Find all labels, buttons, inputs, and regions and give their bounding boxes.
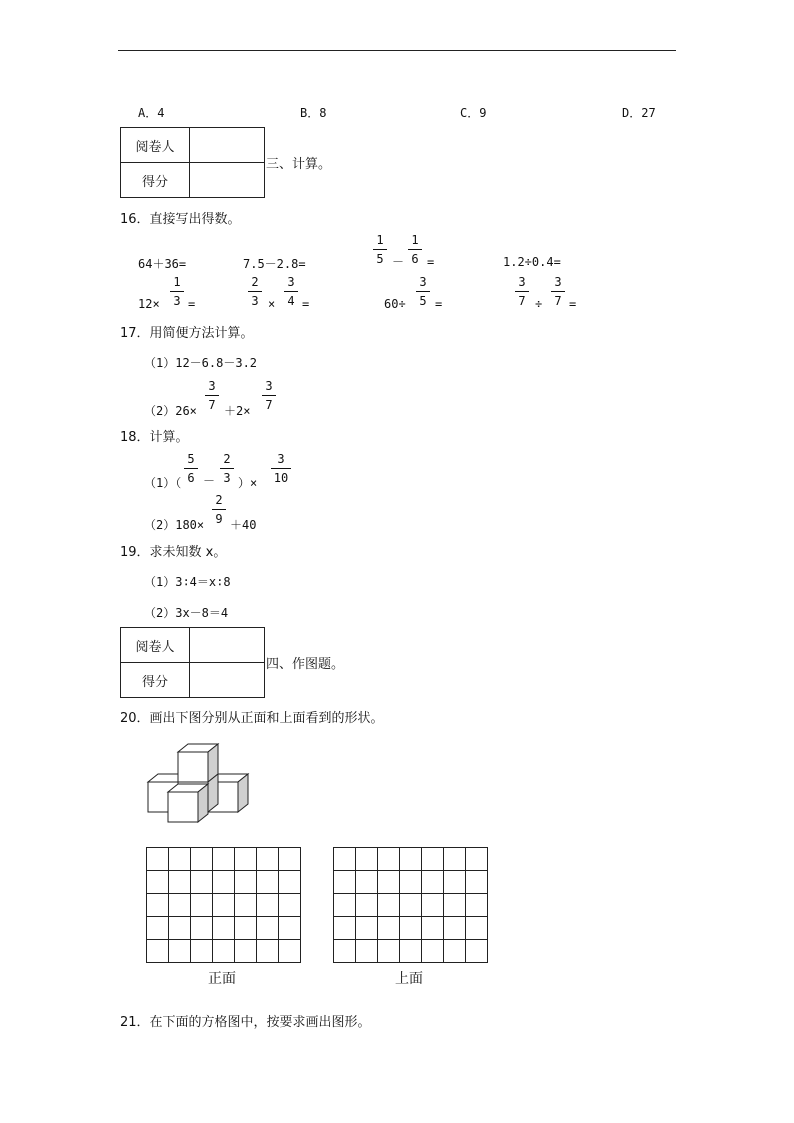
grid-cell[interactable] xyxy=(213,917,235,940)
q16-f-frac2: 3 4 xyxy=(284,275,298,308)
grid-cell[interactable] xyxy=(279,940,301,963)
grid-cell[interactable] xyxy=(147,894,169,917)
grid-cell[interactable] xyxy=(422,940,444,963)
q18-part1-frac2: 2 3 xyxy=(220,452,234,485)
q18-part1-pre: （1）（ xyxy=(144,476,182,490)
grid-cell[interactable] xyxy=(356,848,378,871)
q19-part2: （2）3x－8＝4 xyxy=(144,606,229,620)
q17-part2-frac1: 3 7 xyxy=(205,379,219,412)
grid-cell[interactable] xyxy=(235,940,257,963)
q18-part2-frac: 2 9 xyxy=(212,493,226,526)
reviewer-label: 阅卷人 xyxy=(121,628,190,663)
grid-cell[interactable] xyxy=(169,940,191,963)
grid-cell[interactable] xyxy=(279,848,301,871)
option-b: B．8 xyxy=(300,106,327,120)
grid-cell[interactable] xyxy=(400,871,422,894)
grid-cell[interactable] xyxy=(444,940,466,963)
q17-title: 17．用简便方法计算。 xyxy=(120,326,254,341)
q17-part2-mid: ＋2× xyxy=(224,404,251,418)
grid-top-label: 上面 xyxy=(395,971,423,987)
q16-h-frac2: 3 7 xyxy=(551,275,565,308)
q16-h-frac1: 3 7 xyxy=(515,275,529,308)
q18-part1-post: ）× xyxy=(238,476,258,490)
cube-front xyxy=(168,792,198,822)
grid-cell[interactable] xyxy=(334,871,356,894)
option-d: D．27 xyxy=(622,106,656,120)
header-rule xyxy=(118,50,676,51)
grid-cell[interactable] xyxy=(257,871,279,894)
option-c: C．9 xyxy=(460,106,487,120)
grid-cell[interactable] xyxy=(356,940,378,963)
grid-cell[interactable] xyxy=(466,940,488,963)
score-label: 得分 xyxy=(121,163,190,198)
grid-cell[interactable] xyxy=(169,917,191,940)
grid-cell[interactable] xyxy=(213,871,235,894)
q16-title: 16．直接写出得数。 xyxy=(120,212,241,227)
q16-c-frac2: 1 6 xyxy=(408,233,422,266)
grid-cell[interactable] xyxy=(169,894,191,917)
grid-cell[interactable] xyxy=(191,894,213,917)
q18-title: 18．计算。 xyxy=(120,430,189,445)
grid-cell[interactable] xyxy=(257,894,279,917)
grid-cell[interactable] xyxy=(422,917,444,940)
grid-cell[interactable] xyxy=(444,848,466,871)
grid-cell[interactable] xyxy=(213,894,235,917)
grid-cell[interactable] xyxy=(169,871,191,894)
option-a: A．4 xyxy=(138,106,165,120)
grid-cell[interactable] xyxy=(444,871,466,894)
grid-cell[interactable] xyxy=(191,940,213,963)
grid-cell[interactable] xyxy=(400,894,422,917)
grid-cell[interactable] xyxy=(422,848,444,871)
score-cell xyxy=(190,663,265,698)
grid-cell[interactable] xyxy=(257,848,279,871)
grid-cell[interactable] xyxy=(191,917,213,940)
grid-cell[interactable] xyxy=(235,871,257,894)
grid-cell[interactable] xyxy=(279,917,301,940)
q18-part2-post: ＋40 xyxy=(230,518,257,532)
q18-part1-frac1: 5 6 xyxy=(184,452,198,485)
section-4-title: 四、作图题。 xyxy=(266,657,345,672)
q19-part1: （1）3∶4＝x∶8 xyxy=(144,575,231,589)
q16-e-frac: 1 3 xyxy=(170,275,184,308)
grid-cell[interactable] xyxy=(400,917,422,940)
grid-cell[interactable] xyxy=(334,848,356,871)
score-label: 得分 xyxy=(121,663,190,698)
q16-c-eq: = xyxy=(427,255,435,269)
q17-part1: （1）12－6.8－3.2 xyxy=(144,356,258,370)
q17-part2-pre: （2）26× xyxy=(144,404,197,418)
grid-cell[interactable] xyxy=(191,871,213,894)
q19-title: 19．求未知数 x。 xyxy=(120,545,227,560)
grid-cell[interactable] xyxy=(191,848,213,871)
grid-cell[interactable] xyxy=(147,871,169,894)
grid-cell[interactable] xyxy=(235,917,257,940)
grid-top[interactable] xyxy=(333,847,488,963)
grid-cell[interactable] xyxy=(213,848,235,871)
q16-e-pre: 12× xyxy=(138,297,160,311)
q16-f-op: × xyxy=(268,297,276,311)
grid-cell[interactable] xyxy=(334,917,356,940)
grid-cell[interactable] xyxy=(334,940,356,963)
grid-cell[interactable] xyxy=(378,894,400,917)
q16-c-frac1: 1 5 xyxy=(373,233,387,266)
q16-e-eq: = xyxy=(188,297,196,311)
grid-cell[interactable] xyxy=(422,894,444,917)
q16-g-eq: = xyxy=(435,297,443,311)
grid-cell[interactable] xyxy=(279,871,301,894)
grid-cell[interactable] xyxy=(466,871,488,894)
score-table-2 xyxy=(120,627,265,698)
section-3-title: 三、计算。 xyxy=(266,157,332,172)
q18-part1-frac3: 3 10 xyxy=(271,452,291,485)
q16-g-frac: 3 5 xyxy=(416,275,430,308)
grid-cell[interactable] xyxy=(147,917,169,940)
grid-cell[interactable] xyxy=(466,894,488,917)
grid-cell[interactable] xyxy=(444,917,466,940)
grid-cell[interactable] xyxy=(235,848,257,871)
grid-cell[interactable] xyxy=(378,940,400,963)
grid-cell[interactable] xyxy=(378,917,400,940)
q18-part1-op: － xyxy=(203,474,216,488)
grid-cell[interactable] xyxy=(213,940,235,963)
reviewer-cell xyxy=(190,128,265,163)
cube-top xyxy=(178,752,208,782)
grid-cell[interactable] xyxy=(444,894,466,917)
grid-front-label: 正面 xyxy=(208,971,236,987)
grid-cell[interactable] xyxy=(422,871,444,894)
q21-title: 21．在下面的方格图中，按要求画出图形。 xyxy=(120,1015,371,1030)
q16-a: 64＋36= xyxy=(138,257,187,271)
reviewer-label: 阅卷人 xyxy=(121,128,190,163)
grid-cell[interactable] xyxy=(378,871,400,894)
q18-part2-pre: （2）180× xyxy=(144,518,205,532)
grid-cell[interactable] xyxy=(356,917,378,940)
grid-cell[interactable] xyxy=(466,848,488,871)
reviewer-cell xyxy=(190,628,265,663)
grid-cell[interactable] xyxy=(257,940,279,963)
grid-cell[interactable] xyxy=(334,894,356,917)
q16-c-op: － xyxy=(392,255,405,269)
grid-cell[interactable] xyxy=(235,894,257,917)
grid-cell[interactable] xyxy=(356,894,378,917)
grid-cell[interactable] xyxy=(279,894,301,917)
q17-part2-frac2: 3 7 xyxy=(262,379,276,412)
q16-h-eq: = xyxy=(569,297,577,311)
grid-cell[interactable] xyxy=(147,848,169,871)
grid-cell[interactable] xyxy=(378,848,400,871)
q16-f-eq: = xyxy=(302,297,310,311)
score-cell xyxy=(190,163,265,198)
grid-cell[interactable] xyxy=(466,917,488,940)
q16-d: 1.2÷0.4= xyxy=(503,255,561,269)
grid-cell[interactable] xyxy=(147,940,169,963)
grid-cell[interactable] xyxy=(257,917,279,940)
grid-cell[interactable] xyxy=(356,871,378,894)
grid-cell[interactable] xyxy=(400,940,422,963)
grid-cell[interactable] xyxy=(400,848,422,871)
q16-b: 7.5－2.8= xyxy=(243,257,306,271)
q16-f-frac1: 2 3 xyxy=(248,275,262,308)
cube-stack-figure xyxy=(140,738,255,828)
score-table-1 xyxy=(120,127,265,198)
q16-h-op: ÷ xyxy=(535,297,543,311)
grid-front[interactable] xyxy=(146,847,301,963)
grid-cell[interactable] xyxy=(169,848,191,871)
q16-g-pre: 60÷ xyxy=(384,297,406,311)
q20-title: 20．画出下图分别从正面和上面看到的形状。 xyxy=(120,711,384,726)
